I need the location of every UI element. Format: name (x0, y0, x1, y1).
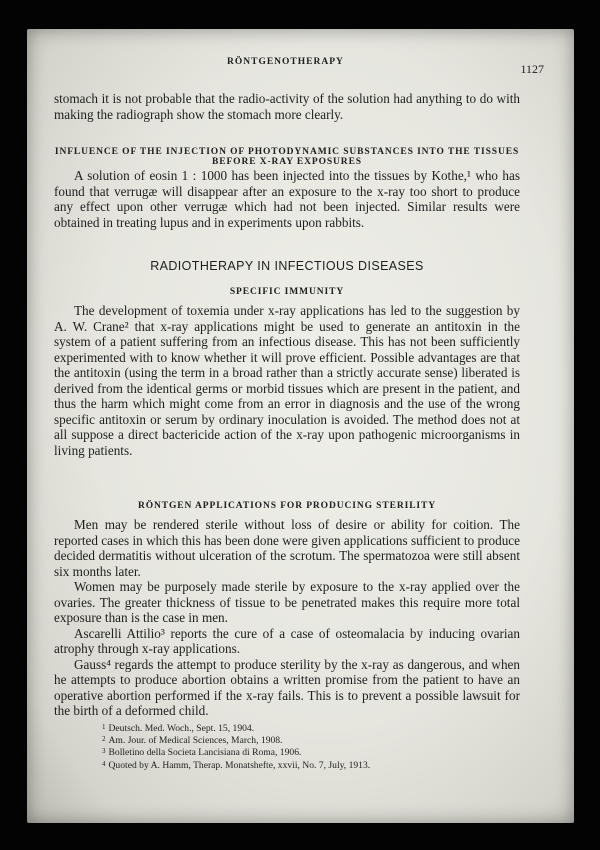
sterility-heading: RÖNTGEN APPLICATIONS FOR PRODUCING STERILITY (137, 501, 437, 511)
footnote: $^1$ Deutsch. Med. Woch., Sept. 15, 1904. (102, 723, 255, 734)
specific-immunity-paragraph: The development of toxemia under x-ray applications has led to the suggestion by A. W. Crane² that x-ray applications might be used to generate an antitoxin in the system of a patient suffering from an infectious disease. This has not been sufficiently experimented with to know whether it will prove efficient. Possible advantages are that the antitoxin (using the term in a broad rather than a strictly accurate sense) liberated is derived from the identical germs or morbid tissues which are present in the patient, and thus the harm which might come from an error in diagnosis and the use of the wrong specific antitoxin or serum by ordinary inoculation is avoided. The method does not at all suppose a direct bactericide action of the x-ray upon pathogenic microorganisms in living patients. (54, 303, 520, 458)
sterility-paragraph-ascarelli: Ascarelli Attilio³ reports the cure of a case of osteomalacia by inducing ovarian atrophy through x-ray applications. (54, 625, 520, 656)
influence-heading: INFLUENCE OF THE INJECTION OF PHOTODYNAMIC SUBSTANCES INTO THE TISSUES BEFORE X-RAY EXPOSURES (54, 147, 520, 167)
opening-paragraph-block (54, 91, 520, 122)
page-number: 1127 (520, 62, 544, 76)
running-title: RÖNTGENOTHERAPY (227, 57, 344, 67)
specific-immunity-block (54, 303, 520, 458)
footnote: $^4$ Quoted by A. Hamm, Therap. Monatshefte, xxvii, No. 7, July, 1913. (102, 759, 371, 771)
radiotherapy-heading: RADIOTHERAPY IN INFECTIOUS DISEASES (150, 259, 424, 273)
book-page (27, 29, 574, 823)
influence-block (54, 168, 520, 230)
sterility-paragraph-women: Women may be purposely made sterile by exposure to the x-ray applied over the ovaries. The greater thickness of tissue to be penetrated makes this require more total exposure than is the case in men. (54, 579, 520, 625)
opening-paragraph: stomach it is not probable that the radio-activity of the solution had anything to do with making the radiograph show the stomach more clearly. (54, 91, 520, 122)
footnotes (102, 722, 522, 771)
footnote: $^2$ Am. Jour. of Medical Sciences, March, 1908. (102, 735, 283, 747)
footnote: $^3$ Bolletino della Societa Lancisiana di Roma, 1906. (102, 747, 302, 759)
sterility-paragraph-gauss: Gauss⁴ regards the attempt to produce sterility by the x-ray as dangerous, and when he attempts to produce abortion obtains a written promise from the patient to have an operative abortion performed if the x-ray fails. This is to prevent a possible lawsuit for the birth of a deformed child. (54, 656, 520, 718)
sterility-block (54, 517, 520, 719)
sterility-paragraph-men: Men may be rendered sterile without loss of desire or ability for coition. The reported cases in which this has been done were given applications sufficient to produce decided dermatitis without ulceration of the scrotum. The spermatozoa were still absent six months later. (54, 517, 520, 579)
specific-immunity-heading: SPECIFIC IMMUNITY (229, 287, 345, 297)
influence-paragraph: A solution of eosin 1 : 1000 has been injected into the tissues by Kothe,¹ who has found that verrugæ will disappear after an exposure to the x-ray too short to produce any effect upon other verrugæ which had not been injected. Similar results were obtained in treating lupus and in experiments upon rabbits. (54, 168, 520, 230)
